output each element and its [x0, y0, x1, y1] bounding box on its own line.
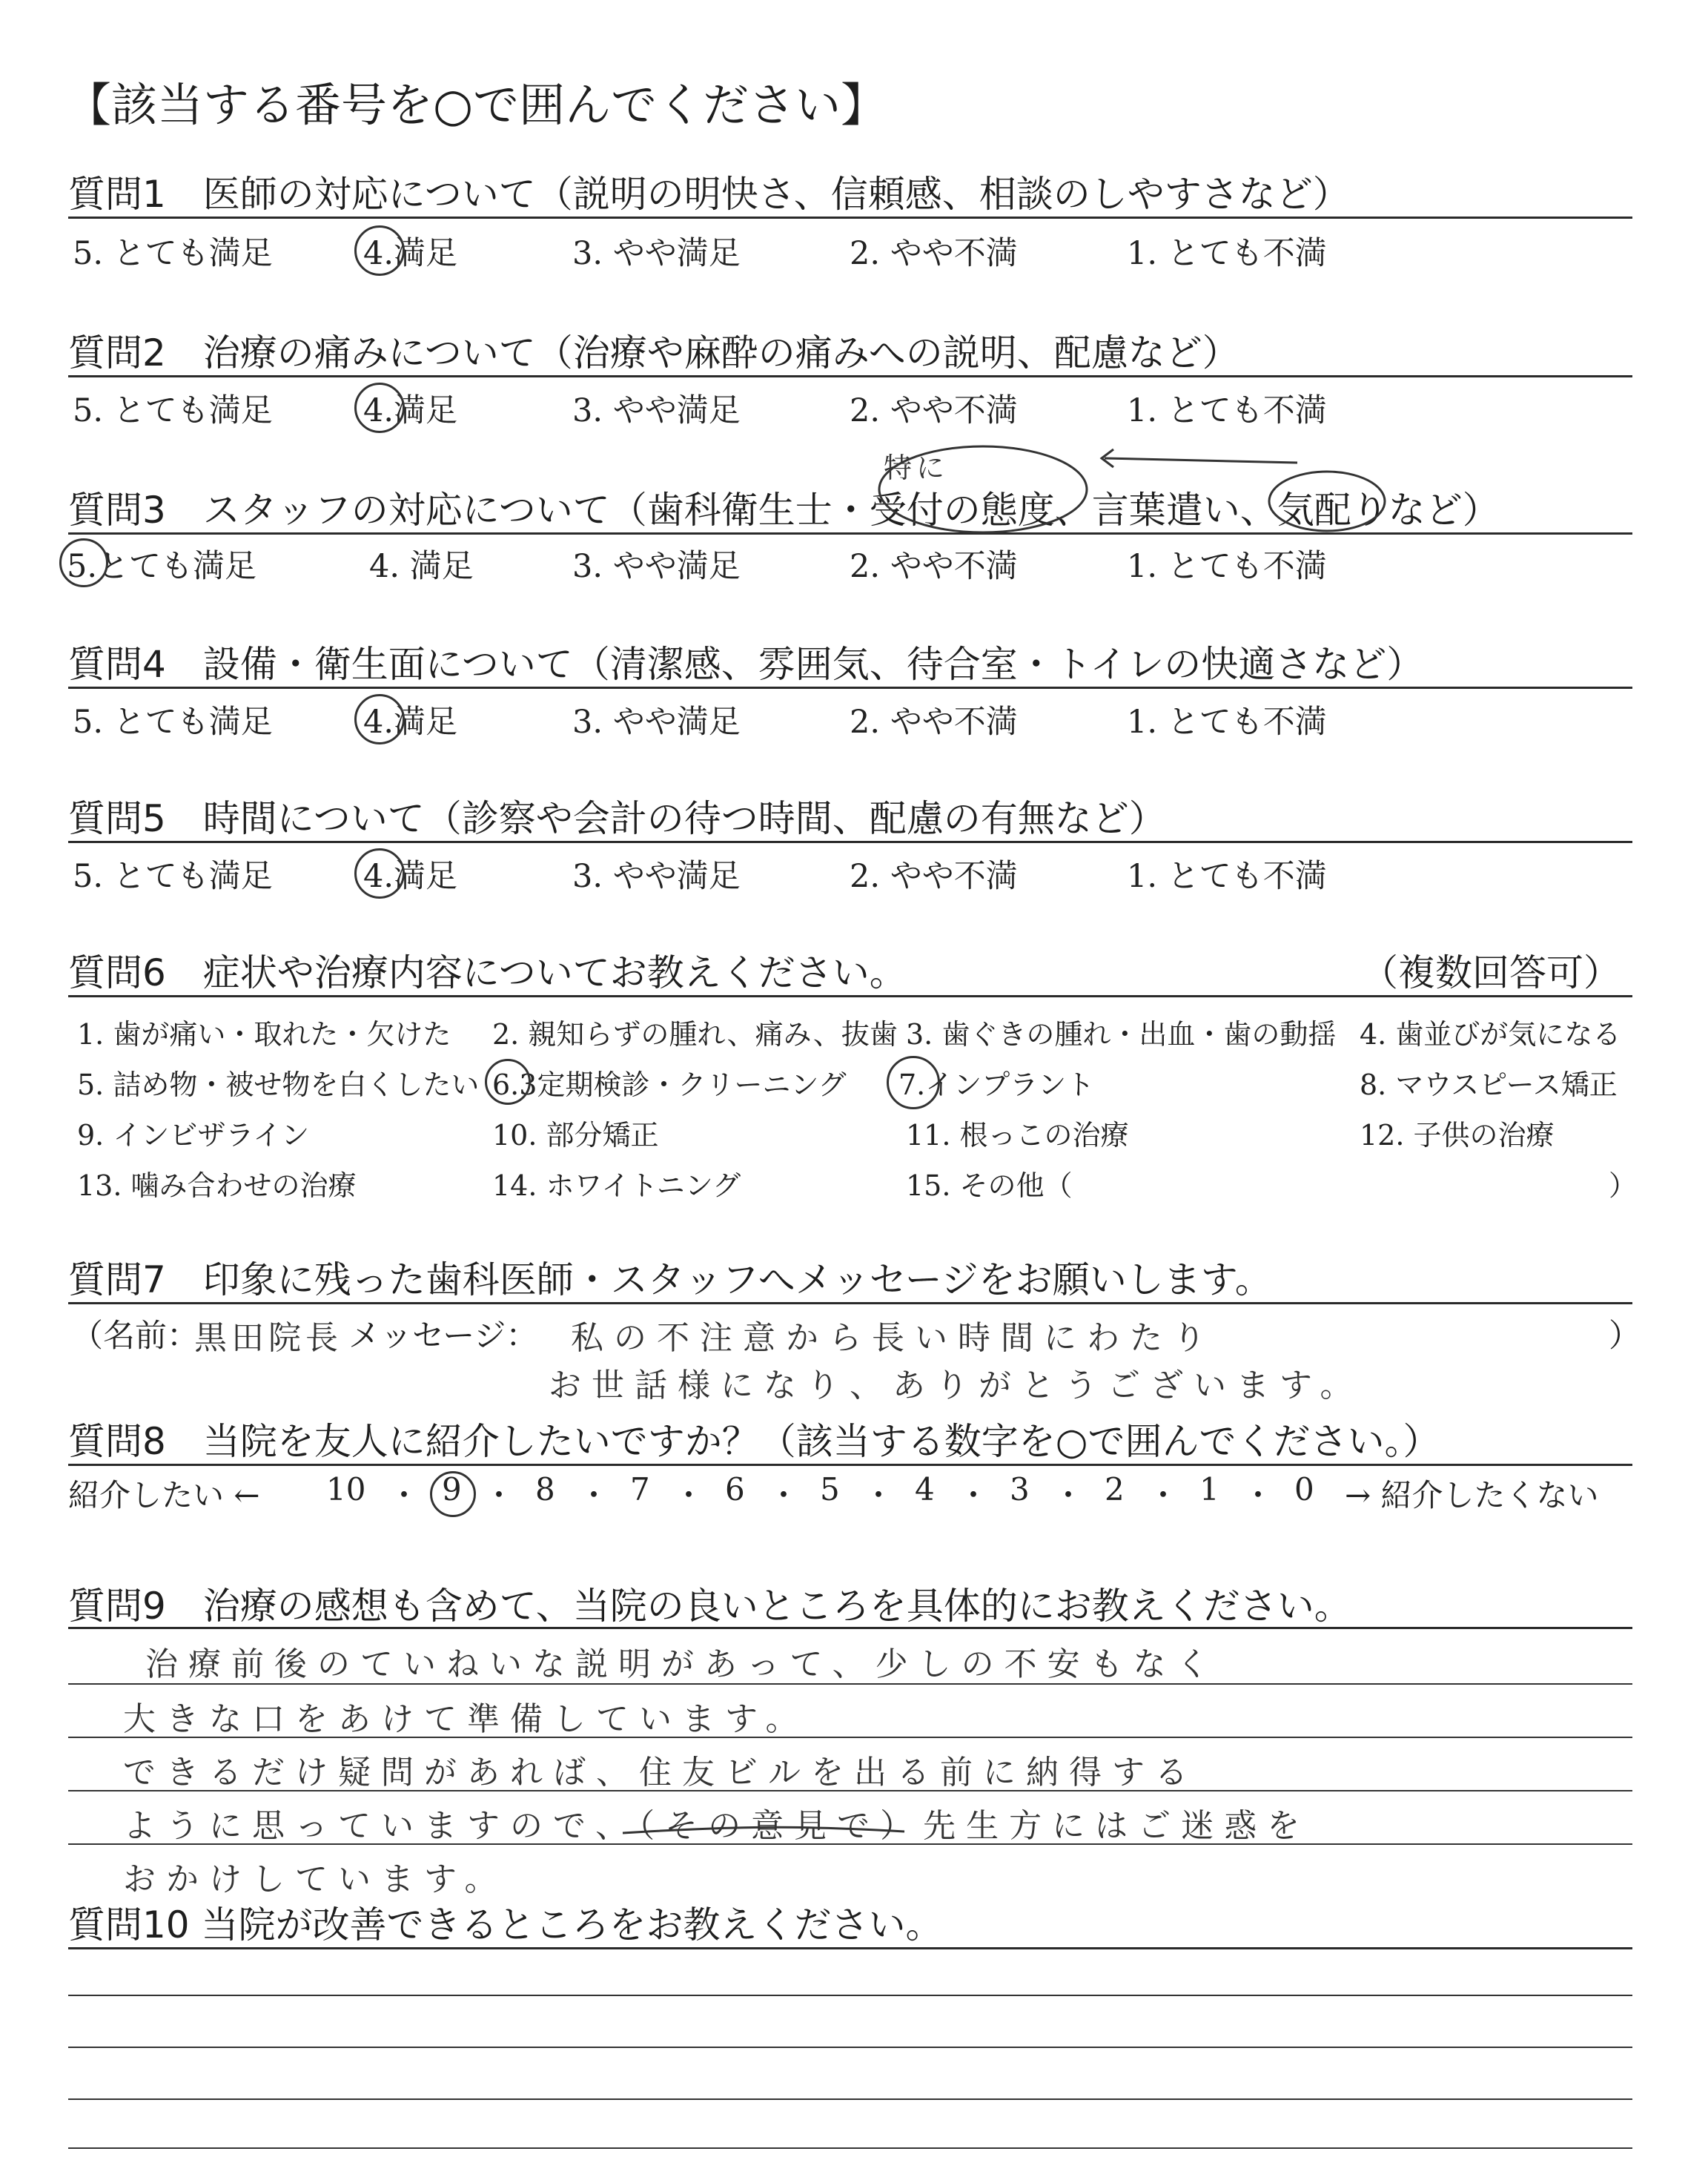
- q3-option-5-number: 5.: [67, 548, 98, 585]
- q2-title: 質問2 治療の痛みについて（治療や麻酔の痛みへの説明、配慮など）: [68, 331, 1239, 374]
- q7-message-label: メッセージ：: [348, 1318, 538, 1355]
- q3-title: 質問3 スタッフの対応について（歯科衛生士・受付の態度、言葉遣い、気配りなど）: [68, 489, 1500, 532]
- q3-handwritten-note: 特に: [884, 452, 950, 484]
- q10-title: 質問10 当院が改善できるところをお教えください。: [68, 1903, 943, 1946]
- q8-scale-3[interactable]: 3: [1010, 1471, 1030, 1507]
- q8-sep-3: ・: [578, 1477, 610, 1513]
- q4-option-3[interactable]: 3. やや満足: [572, 704, 741, 741]
- q1-option-4-number: 4.: [363, 235, 394, 272]
- q6-item-8[interactable]: 8. マウスピース矯正: [1360, 1069, 1618, 1101]
- q6-item-6-label: 3定期検診・クリーニング: [519, 1069, 847, 1101]
- q4-option-4-number: 4.: [363, 704, 394, 741]
- q5-option-4-number: 4.: [363, 858, 394, 895]
- q1-option-3[interactable]: 3. やや満足: [572, 235, 741, 272]
- q8-scale-6[interactable]: 6: [725, 1471, 745, 1507]
- q8-sep-2: ・: [483, 1477, 515, 1513]
- q8-scale-0[interactable]: 0: [1294, 1471, 1314, 1507]
- q3-option-2[interactable]: 2. やや不満: [850, 548, 1018, 585]
- q9-line-3[interactable]: できるだけ疑問があれば、住友ビルを出る前に納得する: [123, 1754, 1198, 1791]
- q5-title: 質問5 時間について（診察や会計の待つ時間、配慮の有無など）: [68, 797, 1166, 840]
- q8-scale-2[interactable]: 2: [1105, 1471, 1125, 1507]
- q9-line-2[interactable]: 大きな口をあけて準備しています。: [123, 1700, 809, 1738]
- q3-attentiveness-circle: [1269, 472, 1385, 531]
- page-heading: 【該当する番号を○で囲んでください】: [65, 78, 887, 132]
- q8-sep-1: ・: [388, 1477, 420, 1513]
- q9-title: 質問9 治療の感想も含めて、当院の良いところを具体的にお教えください。: [68, 1585, 1351, 1628]
- q6-item-15[interactable]: 15. その他（: [906, 1169, 1073, 1202]
- q2-option-2[interactable]: 2. やや不満: [850, 392, 1018, 429]
- q4-option-5[interactable]: 5. とても満足: [73, 704, 273, 741]
- q6-item-5[interactable]: 5. 詰め物・被せ物を白くしたい: [77, 1069, 480, 1101]
- q8-scale-5[interactable]: 5: [820, 1471, 840, 1507]
- q9-line-5[interactable]: おかけしています。: [123, 1860, 508, 1898]
- q5-option-2[interactable]: 2. やや不満: [850, 858, 1018, 895]
- q6-item-9[interactable]: 9. インビザライン: [77, 1119, 310, 1152]
- q8-right-label: → 紹介したくない: [1345, 1477, 1599, 1513]
- q8-title: 質問8 当院を友人に紹介したいですか？（該当する数字を○で囲んでください。）: [68, 1420, 1440, 1463]
- q8-sep-10: ・: [1242, 1477, 1274, 1513]
- q6-item-3[interactable]: 3. 歯ぐきの腫れ・出血・歯の動揺: [906, 1018, 1337, 1051]
- q6-item-2[interactable]: 2. 親知らずの腫れ、痛み、抜歯: [492, 1018, 898, 1051]
- q7-message-line-1[interactable]: 私の不注意から長い時間にわたり: [571, 1319, 1216, 1357]
- q5-option-5[interactable]: 5. とても満足: [73, 858, 273, 895]
- q5-option-1[interactable]: 1. とても不満: [1127, 858, 1327, 895]
- q6-title: 質問6 症状や治療内容についてお教えください。: [68, 951, 907, 994]
- q8-sep-9: ・: [1148, 1477, 1179, 1513]
- q8-scale-7[interactable]: 7: [630, 1471, 650, 1507]
- q7-message-line-2[interactable]: お世話様になり、ありがとうございます。: [549, 1367, 1363, 1404]
- q8-sep-5: ・: [768, 1477, 800, 1513]
- q6-item-14[interactable]: 14. ホワイトニング: [492, 1169, 741, 1202]
- q6-item-6-number: 6.: [492, 1069, 520, 1101]
- q8-sep-4: ・: [673, 1477, 705, 1513]
- q4-option-4-label: 満足: [394, 704, 458, 741]
- q3-option-5-label: とても満足: [97, 548, 257, 585]
- q3-option-4[interactable]: 4. 満足: [369, 548, 474, 585]
- q5-option-4-label: 満足: [394, 858, 458, 895]
- q2-option-3[interactable]: 3. やや満足: [572, 392, 741, 429]
- q1-option-5[interactable]: 5. とても満足: [73, 235, 273, 272]
- q5-option-3[interactable]: 3. やや満足: [572, 858, 741, 895]
- q6-item-12[interactable]: 12. 子供の治療: [1360, 1119, 1555, 1152]
- q8-sep-6: ・: [863, 1477, 895, 1513]
- q6-multi-note: （複数回答可）: [1361, 951, 1621, 994]
- q6-item-7-label: インプラント: [925, 1069, 1095, 1101]
- q2-option-4-label: 満足: [394, 392, 458, 429]
- q4-title: 質問4 設備・衛生面について（清潔感、雰囲気、待合室・トイレの快適さなど）: [68, 643, 1424, 686]
- q3-receptionist-circle: [879, 446, 1087, 532]
- q9-line-4[interactable]: ように思っていますので、（その意見で）先生方にはご迷惑を: [123, 1807, 1311, 1845]
- q3-option-3[interactable]: 3. やや満足: [572, 548, 741, 585]
- q1-title: 質問1 医師の対応について（説明の明快さ、信頼感、相談のしやすさなど）: [68, 173, 1350, 216]
- q2-option-4-number: 4.: [363, 392, 394, 429]
- q6-item-4[interactable]: 4. 歯並びが気になる: [1360, 1018, 1621, 1051]
- q1-option-2[interactable]: 2. やや不満: [850, 235, 1018, 272]
- q2-option-1[interactable]: 1. とても不満: [1127, 392, 1327, 429]
- q6-item-15-close: ）: [1609, 1169, 1638, 1202]
- q7-name-label: （名前：: [71, 1318, 199, 1355]
- q8-scale-10[interactable]: 10: [326, 1471, 366, 1507]
- q4-option-1[interactable]: 1. とても不満: [1127, 704, 1327, 741]
- q8-sep-8: ・: [1053, 1477, 1085, 1513]
- q8-scale-9[interactable]: 9: [442, 1471, 462, 1507]
- q9-strikethrough: [623, 1827, 904, 1833]
- q8-sep-7: ・: [958, 1477, 990, 1513]
- q6-item-10[interactable]: 10. 部分矯正: [492, 1119, 659, 1152]
- q6-item-11[interactable]: 11. 根っこの治療: [906, 1119, 1129, 1152]
- q6-item-1[interactable]: 1. 歯が痛い・取れた・欠けた: [77, 1018, 451, 1051]
- q8-scale-8[interactable]: 8: [535, 1471, 555, 1507]
- q8-scale-4[interactable]: 4: [915, 1471, 935, 1507]
- q3-arrow-line: [1105, 458, 1297, 463]
- q3-option-1[interactable]: 1. とても不満: [1127, 548, 1327, 585]
- q7-title: 質問7 印象に残った歯科医師・スタッフへメッセージをお願いします。: [68, 1258, 1272, 1301]
- q2-option-5[interactable]: 5. とても満足: [73, 392, 273, 429]
- q6-item-7-number: 7.: [898, 1069, 926, 1101]
- q7-close-paren: ）: [1609, 1318, 1641, 1355]
- q1-option-1[interactable]: 1. とても不満: [1127, 235, 1327, 272]
- q8-left-label: 紹介したい ←: [68, 1477, 260, 1513]
- q1-option-4-label: 満足: [394, 235, 458, 272]
- q9-line-1[interactable]: 治療前後のていねいな説明があって、少しの不安もなく: [145, 1645, 1219, 1683]
- q7-name-value[interactable]: 黒田院長: [194, 1319, 342, 1357]
- q6-item-13[interactable]: 13. 噛み合わせの治療: [77, 1169, 357, 1202]
- q4-option-2[interactable]: 2. やや不満: [850, 704, 1018, 741]
- q8-scale-1[interactable]: 1: [1199, 1471, 1219, 1507]
